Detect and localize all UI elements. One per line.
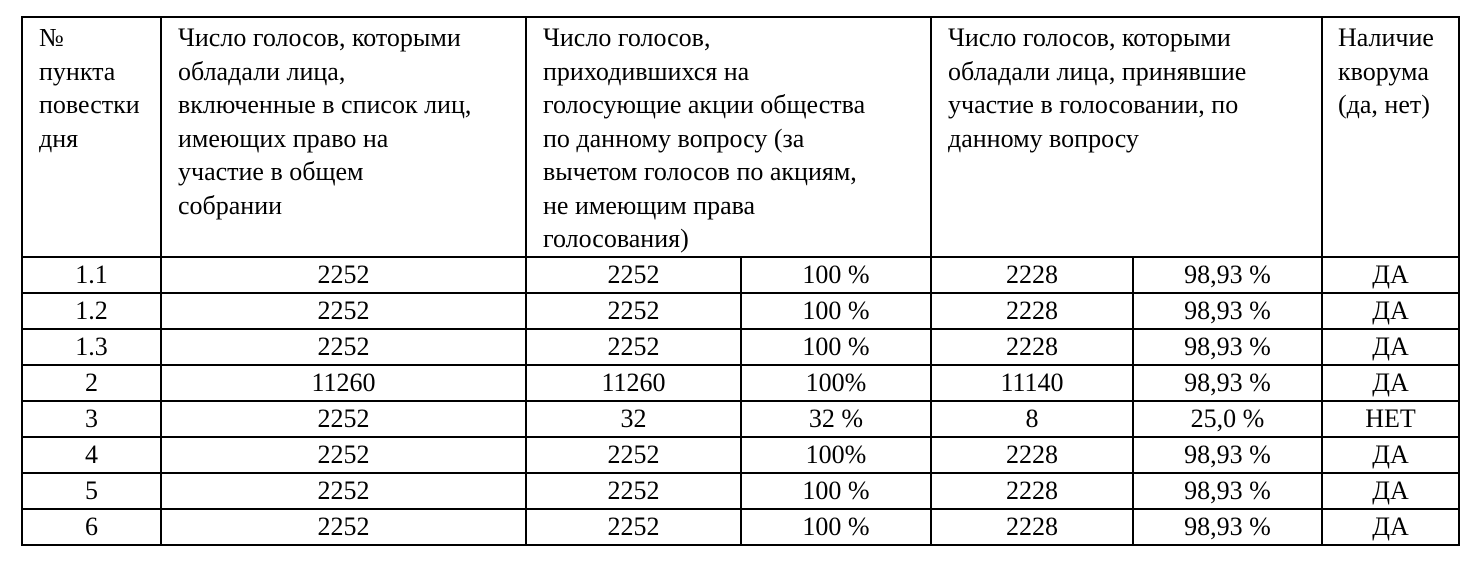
- voting-votes-cell: 2252: [526, 437, 741, 473]
- voting-votes-cell: 2252: [526, 329, 741, 365]
- listed-votes-cell: 2252: [161, 329, 526, 365]
- listed-votes-cell: 2252: [161, 509, 526, 545]
- table-row: [22, 473, 1459, 509]
- header-voting-share-votes: Число голосов, приходившихся на голосующие акции общества по данному вопросу (за вычетом голосов по акциям, не имеющим права голосования): [526, 17, 931, 257]
- participated-votes-cell: 2228: [931, 473, 1133, 509]
- participated-percent-cell: 98,93 %: [1133, 509, 1322, 545]
- quorum-table-body: [22, 17, 1459, 545]
- participated-votes-cell: 2228: [931, 437, 1133, 473]
- item-number-cell: 5: [22, 473, 161, 509]
- voting-percent-cell: 100 %: [741, 473, 931, 509]
- quorum-cell: ДА: [1322, 293, 1459, 329]
- voting-votes-cell: 2252: [526, 293, 741, 329]
- voting-votes-cell: 2252: [526, 473, 741, 509]
- participated-votes-cell: 2228: [931, 329, 1133, 365]
- voting-votes-cell: 11260: [526, 365, 741, 401]
- item-number-cell: 6: [22, 509, 161, 545]
- participated-percent-cell: 98,93 %: [1133, 329, 1322, 365]
- table-row: [22, 293, 1459, 329]
- item-number-cell: 1.1: [22, 257, 161, 293]
- listed-votes-cell: 2252: [161, 401, 526, 437]
- item-number-cell: 3: [22, 401, 161, 437]
- participated-percent-cell: 25,0 %: [1133, 401, 1322, 437]
- item-number-cell: 4: [22, 437, 161, 473]
- voting-percent-cell: 32 %: [741, 401, 931, 437]
- header-quorum: Наличие кворума (да, нет): [1322, 17, 1459, 257]
- header-item-number: № пункта повестки дня: [22, 17, 161, 257]
- voting-votes-cell: 2252: [526, 509, 741, 545]
- listed-votes-cell: 2252: [161, 293, 526, 329]
- participated-percent-cell: 98,93 %: [1133, 293, 1322, 329]
- header-row: [22, 17, 1459, 257]
- table-row: [22, 509, 1459, 545]
- quorum-cell: ДА: [1322, 437, 1459, 473]
- quorum-cell: ДА: [1322, 329, 1459, 365]
- participated-percent-cell: 98,93 %: [1133, 257, 1322, 293]
- participated-votes-cell: 2228: [931, 509, 1133, 545]
- voting-percent-cell: 100 %: [741, 329, 931, 365]
- participated-votes-cell: 2228: [931, 293, 1133, 329]
- voting-percent-cell: 100 %: [741, 257, 931, 293]
- table-row: [22, 257, 1459, 293]
- item-number-cell: 1.3: [22, 329, 161, 365]
- header-listed-votes: Число голосов, которыми обладали лица, включенные в список лиц, имеющих право на участие в общем собрании: [161, 17, 526, 257]
- participated-percent-cell: 98,93 %: [1133, 473, 1322, 509]
- participated-votes-cell: 8: [931, 401, 1133, 437]
- voting-percent-cell: 100 %: [741, 293, 931, 329]
- table-row: [22, 329, 1459, 365]
- quorum-cell: ДА: [1322, 257, 1459, 293]
- quorum-cell: НЕТ: [1322, 401, 1459, 437]
- participated-votes-cell: 11140: [931, 365, 1133, 401]
- listed-votes-cell: 2252: [161, 437, 526, 473]
- item-number-cell: 1.2: [22, 293, 161, 329]
- listed-votes-cell: 2252: [161, 257, 526, 293]
- header-participated-votes: Число голосов, которыми обладали лица, принявшие участие в голосовании, по данному вопросу: [931, 17, 1322, 257]
- participated-votes-cell: 2228: [931, 257, 1133, 293]
- voting-percent-cell: 100%: [741, 437, 931, 473]
- participated-percent-cell: 98,93 %: [1133, 365, 1322, 401]
- table-row: [22, 365, 1459, 401]
- table-row: [22, 401, 1459, 437]
- voting-percent-cell: 100%: [741, 365, 931, 401]
- quorum-cell: ДА: [1322, 509, 1459, 545]
- participated-percent-cell: 98,93 %: [1133, 437, 1322, 473]
- quorum-cell: ДА: [1322, 365, 1459, 401]
- voting-percent-cell: 100 %: [741, 509, 931, 545]
- listed-votes-cell: 11260: [161, 365, 526, 401]
- table-row: [22, 437, 1459, 473]
- voting-votes-cell: 2252: [526, 257, 741, 293]
- quorum-cell: ДА: [1322, 473, 1459, 509]
- quorum-table: [21, 16, 1460, 546]
- voting-votes-cell: 32: [526, 401, 741, 437]
- listed-votes-cell: 2252: [161, 473, 526, 509]
- item-number-cell: 2: [22, 365, 161, 401]
